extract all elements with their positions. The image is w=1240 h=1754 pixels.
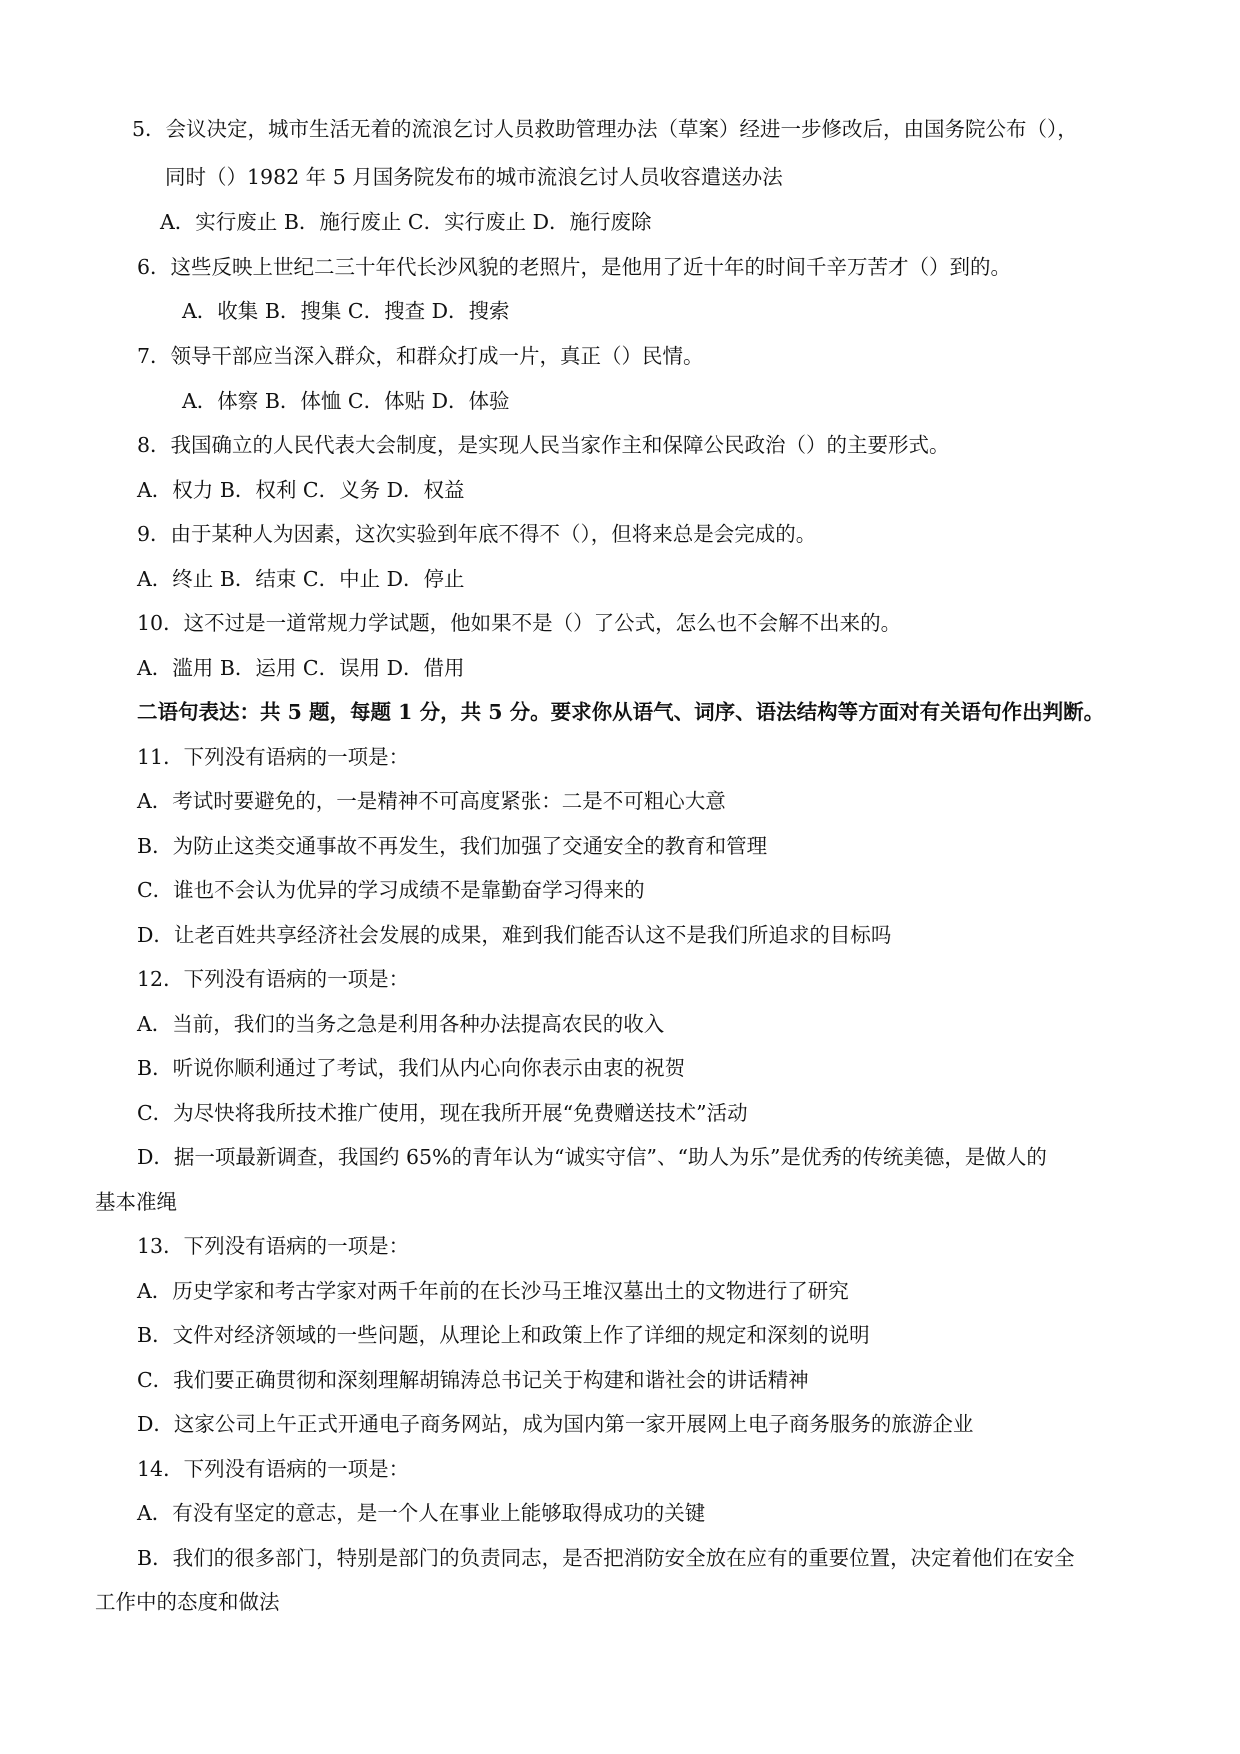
question-11-option-d: D．让老百姓共享经济社会发展的成果，难到我们能否认这不是我们所追求的目标吗 [137,923,892,947]
question-14-stem: 14．下列没有语病的一项是： [137,1457,410,1481]
question-9-stem: 9．由于某种人为因素，这次实验到年底不得不（），但将来总是会完成的。 [137,522,817,546]
question-12-option-d-continued: 基本准绳 [95,1190,177,1214]
question-5-stem-continued: 同时（）1982 年 5 月国务院发布的城市流浪乞讨人员收容遣送办法 [165,165,783,189]
question-10-stem: 10．这不过是一道常规力学试题，他如果不是（）了公式，怎么也不会解不出来的。 [137,611,902,635]
question-8-options: A．权力 B．权利 C．义务 D．权益 [137,478,465,502]
question-10-options: A．滥用 B．运用 C．误用 D．借用 [137,656,465,680]
question-8-stem: 8．我国确立的人民代表大会制度，是实现人民当家作主和保障公民政治（）的主要形式。 [137,433,950,457]
question-6-options: A．收集 B．搜集 C．搜查 D．搜索 [182,299,510,323]
question-12-option-a: A．当前，我们的当务之急是利用各种办法提高农民的收入 [137,1012,665,1036]
section-heading: 二语句表达：共 5 题，每题 1 分，共 5 分。要求你从语气、词序、语法结构等方面对有关语句作出判断。 [137,700,1105,724]
question-12-option-d: D．据一项最新调查，我国约 65%的青年认为“诚实守信”、“助人为乐”是优秀的传统美德，是做人的 [137,1145,1047,1169]
question-13-option-d: D．这家公司上午正式开通电子商务网站，成为国内第一家开展网上电子商务服务的旅游企业 [137,1412,974,1436]
question-13-stem: 13．下列没有语病的一项是： [137,1234,410,1258]
question-12-option-b: B．听说你顺利通过了考试，我们从内心向你表示由衷的祝贺 [137,1056,686,1080]
question-12-option-c: C．为尽快将我所技术推广使用，现在我所开展“免费赠送技术”活动 [137,1101,748,1125]
question-11-stem: 11．下列没有语病的一项是： [137,745,410,769]
question-6-stem: 6．这些反映上世纪二三十年代长沙风貌的老照片，是他用了近十年的时间千辛万苦才（）到的。 [137,255,1012,279]
question-14-option-b-continued: 工作中的态度和做法 [95,1590,280,1614]
question-14-option-b: B．我们的很多部门，特别是部门的负责同志，是否把消防安全放在应有的重要位置，决定着他们在安全 [137,1546,1075,1570]
question-7-options: A．体察 B．体恤 C．体贴 D．体验 [182,389,510,413]
question-13-option-a: A．历史学家和考古学家对两千年前的在长沙马王堆汉墓出土的文物进行了研究 [137,1279,849,1303]
question-13-option-c: C．我们要正确贯彻和深刻理解胡锦涛总书记关于构建和谐社会的讲话精神 [137,1368,809,1392]
question-9-options: A．终止 B．结束 C．中止 D．停止 [137,567,465,591]
question-11-option-c: C．谁也不会认为优异的学习成绩不是靠勤奋学习得来的 [137,878,645,902]
question-13-option-b: B．文件对经济领域的一些问题，从理论上和政策上作了详细的规定和深刻的说明 [137,1323,870,1347]
question-5-options: A．实行废止 B．施行废止 C．实行废止 D．施行废除 [160,210,652,234]
question-11-option-b: B．为防止这类交通事故不再发生，我们加强了交通安全的教育和管理 [137,834,768,858]
question-14-option-a: A．有没有坚定的意志，是一个人在事业上能够取得成功的关键 [137,1501,706,1525]
question-7-stem: 7．领导干部应当深入群众，和群众打成一片，真正（）民情。 [137,344,704,368]
question-11-option-a: A．考试时要避免的，一是精神不可高度紧张：二是不可粗心大意 [137,789,726,813]
question-12-stem: 12．下列没有语病的一项是： [137,967,410,991]
question-5-stem: 5．会议决定，城市生活无着的流浪乞讨人员救助管理办法（草案）经进一步修改后，由国务院公布（）， [132,117,1078,141]
